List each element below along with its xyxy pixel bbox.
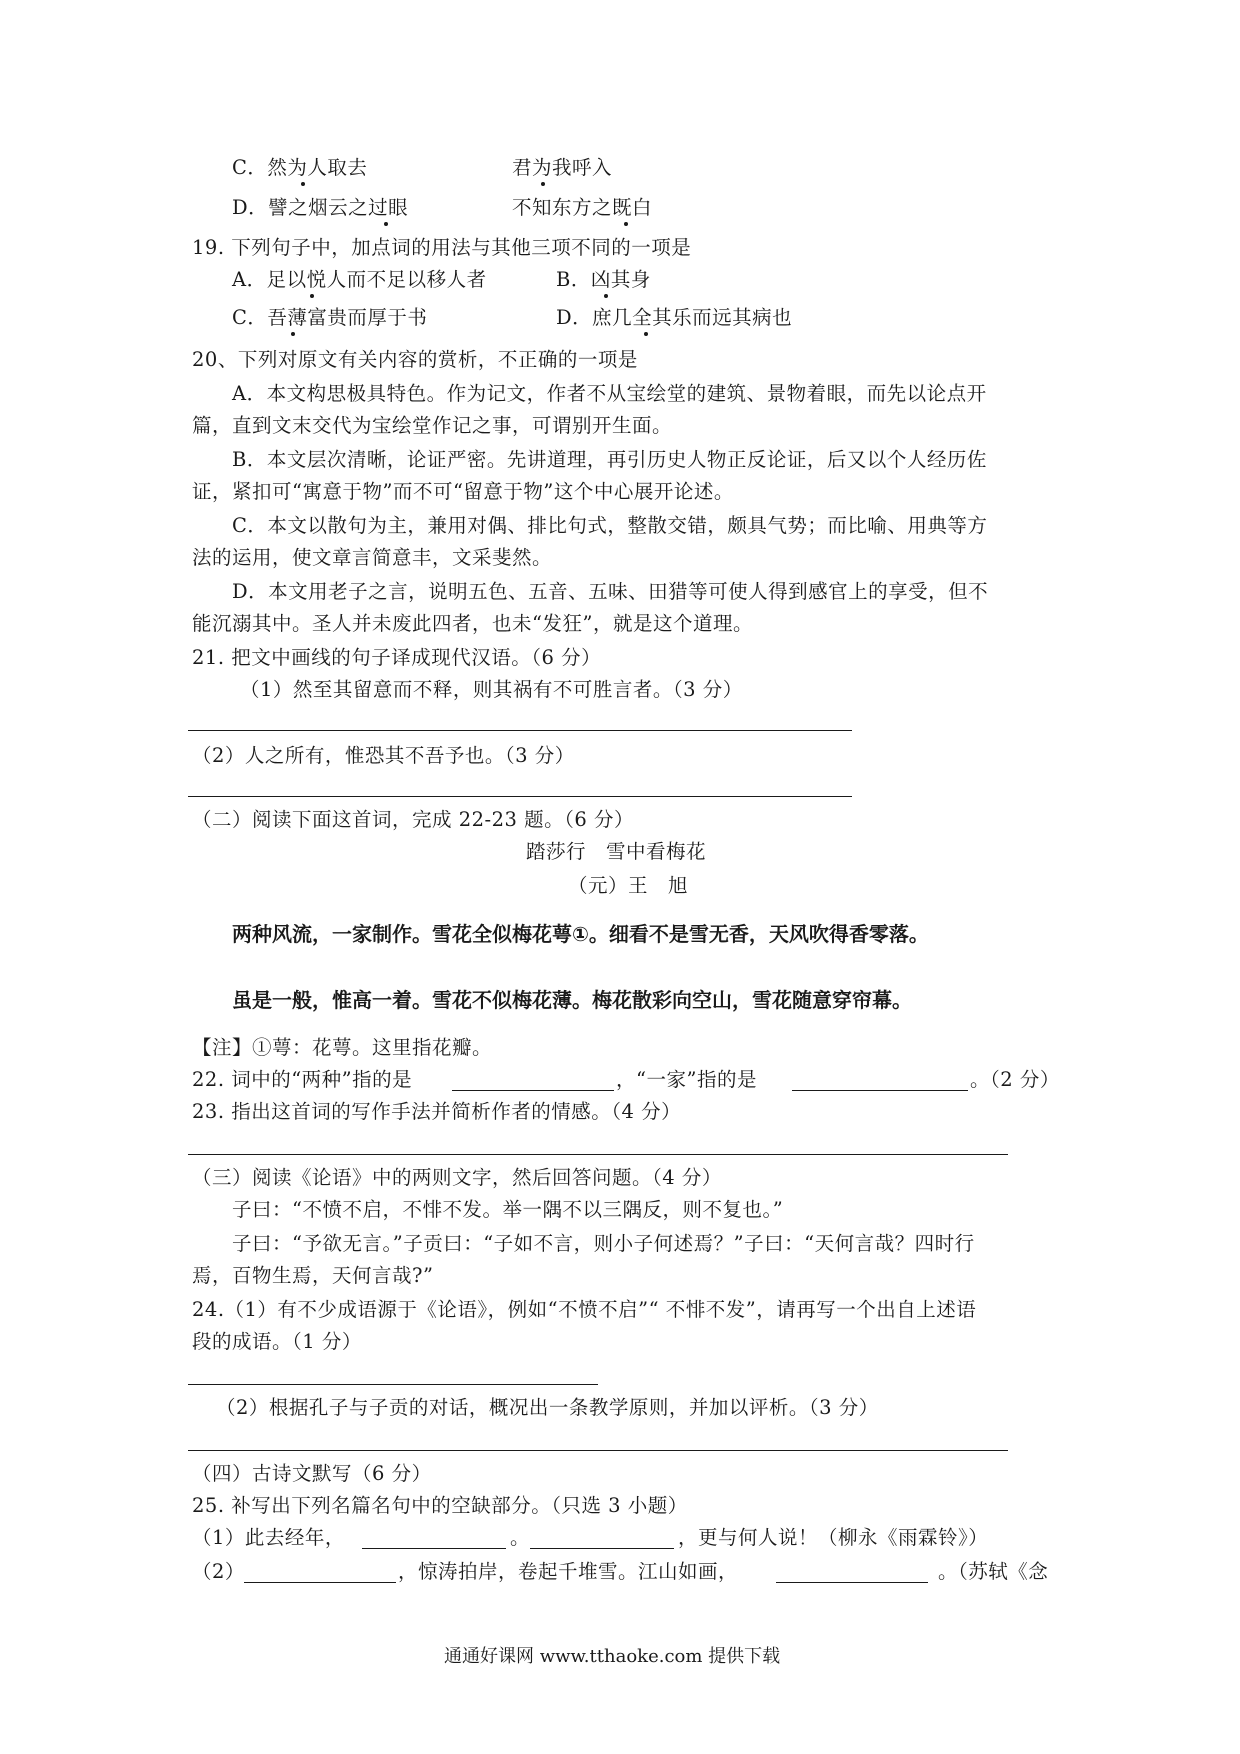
q20-option-c-line2: 法的运用，使文章言简意丰，文采斐然。 [192, 546, 553, 569]
q20-stem: 20、下列对原文有关内容的赏析，不正确的一项是 [192, 348, 638, 371]
q19-option-b: B．凶其身 [556, 268, 651, 291]
poem-note: 【注】①萼：花萼。这里指花瓣。 [192, 1036, 493, 1059]
answer-blank[interactable] [530, 1548, 674, 1549]
q25-stem: 25. 补写出下列名篇名句中的空缺部分。（只选 3 小题） [192, 1494, 688, 1517]
page-footer: 通通好课网 www.tthaoke.com 提供下载 [444, 1646, 781, 1667]
emphasis-dot [291, 332, 295, 336]
lunyu-passage-2-line2: 焉，百物生焉，天何言哉?” [192, 1264, 434, 1287]
emphasis-dot [310, 294, 314, 298]
emphasis-dot [384, 222, 388, 226]
poem-author: （元）王 旭 [568, 874, 689, 897]
lunyu-passage-1: 子曰：“不愤不启，不悱不发。举一隅不以三隅反，则不复也。” [232, 1198, 784, 1221]
q19-option-c: C．吾薄富贵而厚于书 [232, 306, 428, 329]
poem-section-intro: （二）阅读下面这首词，完成 22-23 题。（6 分） [192, 808, 634, 831]
q25-line-1-part-b: 。 [510, 1526, 531, 1549]
q19-option-d: D．庶几全其乐而远其病也 [556, 306, 793, 329]
answer-line[interactable] [188, 1450, 1008, 1451]
q18-option-c-right: 君为我呼入 [512, 156, 613, 179]
answer-blank[interactable] [244, 1582, 396, 1583]
emphasis-dot [541, 182, 545, 186]
q24-sub-2: （2）根据孔子与子贡的对话，概况出一条教学原则，并加以评析。（3 分） [216, 1396, 879, 1419]
q24-sub-1-line1: 24.（1）有不少成语源于《论语》，例如“不愤不启”“ 不悱不发”，请再写一个出自上述语 [192, 1298, 977, 1321]
q20-option-a-line2: 篇，直到文末交代为宝绘堂作记之事，可谓别开生面。 [192, 414, 673, 437]
poem-title: 踏莎行 雪中看梅花 [526, 840, 707, 863]
q20-option-b-line1: B．本文层次清晰，论证严密。先讲道理，再引历史人物正反论证，后又以个人经历佐 [232, 448, 987, 471]
q25-line-2-part-b: ，惊涛拍岸，卷起千堆雪。江山如画， [398, 1560, 739, 1583]
q20-option-a-line1: A．本文构思极具特色。作为记文，作者不从宝绘堂的建筑、景物着眼，而先以论点开 [232, 382, 987, 405]
poem-line-1: 两种风流，一家制作。雪花全似梅花萼①。细看不是雪无香，天风吹得香零落。 [232, 922, 929, 946]
q20-option-c-line1: C．本文以散句为主，兼用对偶、排比句式，整散交错，颇具气势；而比喻、用典等方 [232, 514, 988, 537]
emphasis-dot [604, 294, 608, 298]
lunyu-section-intro: （三）阅读《论语》中的两则文字，然后回答问题。（4 分） [192, 1166, 722, 1189]
q21-sentence-1: （1）然至其留意而不释，则其祸有不可胜言者。（3 分） [240, 678, 743, 701]
q18-option-d-right: 不知东方之既白 [512, 196, 653, 219]
q21-sentence-2: （2）人之所有，惟恐其不吾予也。（3 分） [192, 744, 575, 767]
lunyu-passage-2-line1: 子曰：“予欲无言。”子贡曰：“子如不言，则小子何述焉？”子曰：“天何言哉？四时行 [232, 1232, 975, 1255]
q22-part-2: ，“一家”指的是 [616, 1068, 757, 1091]
q23-stem: 23. 指出这首词的写作手法并简析作者的情感。（4 分） [192, 1100, 682, 1123]
q22-part-1: 22. 词中的“两种”指的是 [192, 1068, 413, 1091]
answer-blank[interactable] [362, 1548, 506, 1549]
q22-part-3: 。（2 分） [970, 1068, 1060, 1091]
recite-section-intro: （四）古诗文默写（6 分） [192, 1462, 432, 1485]
answer-blank[interactable] [792, 1090, 968, 1091]
q18-option-c-left: C．然为人取去 [232, 156, 368, 179]
answer-line[interactable] [188, 796, 852, 797]
answer-line[interactable] [188, 730, 852, 731]
emphasis-dot [301, 182, 305, 186]
answer-blank[interactable] [776, 1582, 928, 1583]
q20-option-d-line1: D．本文用老子之言，说明五色、五音、五味、田猎等可使人得到感官上的享受，但不 [232, 580, 989, 603]
q25-line-2-part-c: 。（苏轼《念 [938, 1560, 1049, 1583]
answer-line[interactable] [188, 1154, 1008, 1155]
answer-blank[interactable] [452, 1090, 614, 1091]
q24-sub-1-line2: 段的成语。（1 分） [192, 1330, 362, 1353]
emphasis-dot [644, 332, 648, 336]
poem-line-2: 虽是一般，惟高一着。雪花不似梅花薄。梅花散彩向空山，雪花随意穿帘幕。 [232, 988, 912, 1012]
q18-option-d-left: D．譬之烟云之过眼 [232, 196, 409, 219]
q25-line-1-part-a: （1）此去经年， [192, 1526, 345, 1549]
q25-line-2-part-a: （2） [192, 1560, 245, 1583]
q20-option-d-line2: 能沉溺其中。圣人并未废此四者，也未“发狂”，就是这个道理。 [192, 612, 753, 635]
q19-option-a: A．足以悦人而不足以移人者 [232, 268, 487, 291]
q19-stem: 19. 下列句子中，加点词的用法与其他三项不同的一项是 [192, 236, 692, 259]
q20-option-b-line2: 证，紧扣可“寓意于物”而不可“留意于物”这个中心展开论述。 [192, 480, 734, 503]
q21-stem: 21. 把文中画线的句子译成现代汉语。（6 分） [192, 646, 602, 669]
q25-line-1-part-c: ，更与何人说！（柳永《雨霖铃》） [678, 1526, 989, 1549]
answer-line[interactable] [188, 1384, 598, 1385]
emphasis-dot [624, 222, 628, 226]
